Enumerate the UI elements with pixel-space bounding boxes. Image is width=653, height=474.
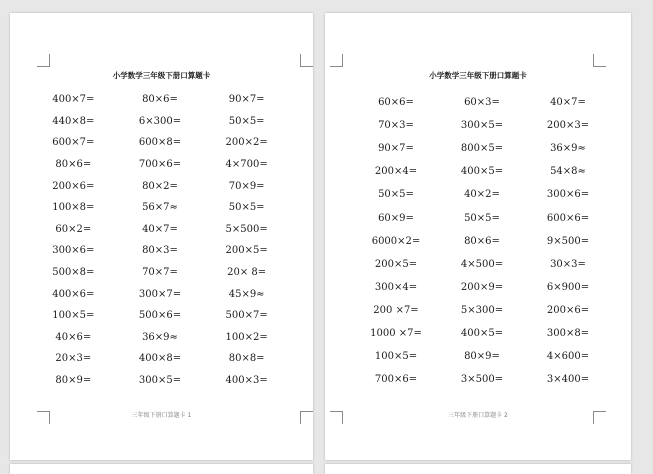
arithmetic-problem: 300×4= [374, 281, 418, 293]
arithmetic-problem: 80×3= [142, 245, 178, 257]
arithmetic-problem: 500×7= [225, 310, 268, 322]
arithmetic-problem: 50×5= [228, 115, 265, 127]
arithmetic-problem: 80×6= [55, 159, 92, 171]
arithmetic-problem: 300×6= [546, 189, 590, 201]
arithmetic-problem: 36×9≈ [550, 143, 586, 155]
arithmetic-problem: 90×7= [378, 143, 414, 155]
arithmetic-problem: 5×300= [460, 304, 504, 316]
arithmetic-problem: 6×300= [138, 115, 182, 127]
arithmetic-problem: 54×8≈ [550, 166, 586, 178]
arithmetic-problem: 100×8= [52, 202, 95, 214]
arithmetic-problem: 300×5= [138, 375, 182, 387]
arithmetic-problem: 600×6= [546, 212, 590, 224]
next-page-edge [10, 464, 313, 474]
arithmetic-problem: 90×7= [228, 94, 265, 106]
page-title: 小学数学三年级下册口算题卡 [429, 71, 527, 80]
arithmetic-problem: 60×6= [378, 97, 414, 109]
arithmetic-problem: 30×3= [550, 258, 586, 270]
arithmetic-problem: 5×500= [225, 223, 268, 235]
arithmetic-problem: 200×5= [225, 245, 268, 257]
arithmetic-problem: 300×6= [52, 245, 95, 257]
arithmetic-problem: 400×5= [460, 166, 504, 178]
arithmetic-problem: 40×7= [142, 223, 178, 235]
arithmetic-problem: 1000 ×7= [370, 327, 422, 339]
arithmetic-problem: 3×400= [546, 374, 590, 386]
problem-grid [30, 89, 290, 391]
arithmetic-problem: 6×900= [546, 281, 590, 293]
arithmetic-problem: 40×2= [464, 189, 500, 201]
corner-mark-top-right [593, 54, 606, 67]
corner-mark-top-right [300, 54, 313, 67]
arithmetic-problem: 400×6= [52, 288, 95, 300]
page-footer: 三年级下册口算题卡 2 [448, 412, 508, 419]
arithmetic-problem: 50×5= [228, 202, 265, 214]
arithmetic-problem: 200×6= [52, 180, 95, 192]
arithmetic-problem: 200 ×7= [373, 304, 419, 316]
arithmetic-problem: 4×600= [546, 351, 590, 363]
arithmetic-problem: 400×8= [138, 353, 182, 365]
arithmetic-problem: 100×5= [52, 310, 95, 322]
arithmetic-problem: 80×2= [142, 180, 178, 192]
arithmetic-problem: 80×6= [464, 235, 500, 247]
arithmetic-problem: 4×500= [460, 258, 504, 270]
arithmetic-problem: 40×7= [550, 97, 586, 109]
arithmetic-problem: 50×5= [464, 212, 500, 224]
arithmetic-problem: 40×6= [55, 331, 92, 343]
arithmetic-problem: 36×9≈ [142, 331, 178, 343]
problem-grid [353, 91, 611, 391]
corner-mark-top-left [330, 54, 343, 67]
arithmetic-problem: 400×5= [460, 327, 504, 339]
arithmetic-problem: 80×9= [464, 351, 500, 363]
arithmetic-problem: 440×8= [52, 115, 95, 127]
arithmetic-problem: 200×9= [460, 281, 504, 293]
arithmetic-problem: 9×500= [546, 235, 590, 247]
arithmetic-problem: 700×6= [138, 159, 182, 171]
arithmetic-problem: 70×7= [142, 267, 178, 279]
arithmetic-problem: 300×5= [460, 120, 504, 132]
arithmetic-problem: 45×9≈ [228, 288, 265, 300]
page-footer: 三年级下册口算题卡 1 [131, 412, 192, 419]
arithmetic-problem: 600×8= [138, 137, 182, 149]
arithmetic-problem: 80×9= [55, 375, 92, 387]
arithmetic-problem: 400×3= [225, 375, 268, 387]
arithmetic-problem: 800×5= [460, 143, 504, 155]
arithmetic-problem: 60×9= [378, 212, 414, 224]
arithmetic-problem: 300×8= [546, 327, 590, 339]
arithmetic-problem: 300×7= [138, 288, 182, 300]
arithmetic-problem: 80×8= [228, 353, 265, 365]
arithmetic-problem: 80×6= [142, 94, 178, 106]
arithmetic-problem: 60×3= [464, 97, 500, 109]
page-title: 小学数学三年级下册口算题卡 [112, 71, 211, 80]
arithmetic-problem: 600×7= [52, 137, 95, 149]
arithmetic-problem: 200×6= [546, 304, 590, 316]
arithmetic-problem: 100×2= [225, 331, 268, 343]
arithmetic-problem: 400×7= [52, 94, 95, 106]
arithmetic-problem: 200×4= [374, 166, 418, 178]
arithmetic-problem: 200×2= [225, 137, 268, 149]
arithmetic-problem: 200×5= [374, 258, 418, 270]
arithmetic-problem: 70×9= [228, 180, 265, 192]
document-page-2 [325, 13, 631, 460]
corner-mark-top-left [37, 54, 50, 67]
arithmetic-problem: 500×6= [138, 310, 182, 322]
arithmetic-problem: 50×5= [378, 189, 414, 201]
arithmetic-problem: 100×5= [374, 351, 418, 363]
arithmetic-problem: 200×3= [546, 120, 590, 132]
arithmetic-problem: 4×700= [225, 159, 268, 171]
arithmetic-problem: 20×3= [55, 353, 92, 365]
document-page-1 [10, 13, 313, 460]
arithmetic-problem: 20× 8= [227, 267, 267, 279]
arithmetic-problem: 56×7≈ [142, 202, 178, 214]
arithmetic-problem: 3×500= [460, 374, 504, 386]
arithmetic-problem: 6000×2= [371, 235, 421, 247]
arithmetic-problem: 700×6= [374, 374, 418, 386]
arithmetic-problem: 60×2= [55, 223, 92, 235]
arithmetic-problem: 70×3= [378, 120, 414, 132]
arithmetic-problem: 500×8= [52, 267, 95, 279]
next-page-edge [325, 464, 631, 474]
